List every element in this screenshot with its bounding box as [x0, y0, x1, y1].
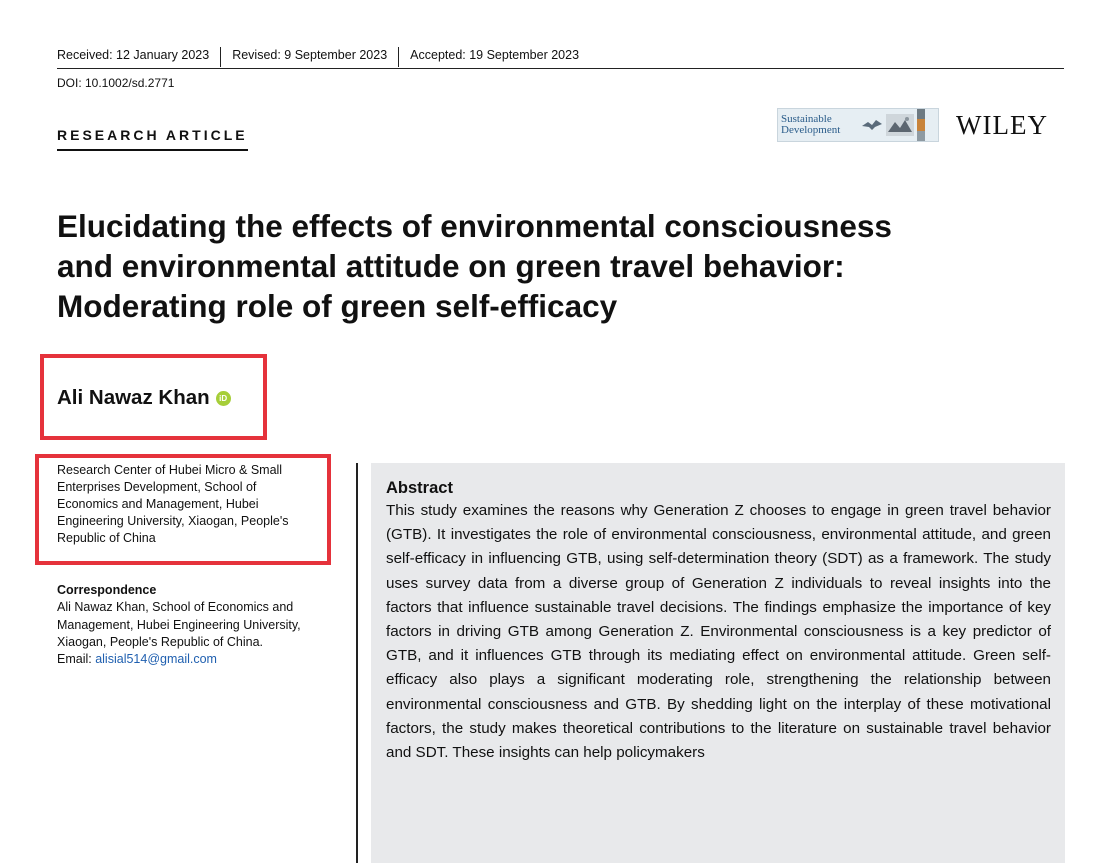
correspondence-text: Ali Nawaz Khan, School of Economics and Management, Hubei Engineering University, Xiaogan, People's Republic of China. — [57, 600, 301, 649]
accepted-date: Accepted: 19 September 2023 — [410, 48, 580, 62]
column-divider — [356, 463, 358, 863]
title-line-1: Elucidating the effects of environmental consciousness — [57, 208, 892, 244]
article-type: RESEARCH ARTICLE — [57, 127, 248, 151]
email-link[interactable]: alisial514@gmail.com — [95, 652, 217, 667]
doi[interactable]: DOI: 10.1002/sd.2771 — [57, 76, 175, 90]
journal-cover-icons — [861, 109, 925, 141]
bird-icon — [861, 118, 883, 132]
title-line-2: and environmental attitude on green travel behavior: — [57, 248, 845, 284]
abstract-text: This study examines the reasons why Generation Z chooses to engage in green travel behavior (GTB). It investigates the role of environmental consciousness, environmental attitude, and green self-efficacy in influencing GTB, using self-determination theory (SDT) as a framework. The study uses survey data from a diverse group of Generation Z individuals to reveal insights into the factors that influence sustainable travel decisions. The findings emphasize the importance of key factors in driving GTB among Generation Z. Environmental consciousness is a key predictor of GTB, and it influences GTB through its mediating effect on environmental attitude. Green self-efficacy also plays a significant moderating role, strengthening the relationship between environmental consciousness and GTB. By shedding light on the interplay of these motivational factors, the study makes theoretical contributions to the literature on sustainable travel behavior and SDT. These insights can help policymakers — [386, 502, 1051, 762]
orcid-icon[interactable]: iD — [216, 391, 231, 406]
journal-name: Sustainable Development — [781, 113, 841, 136]
abstract-heading: Abstract — [386, 479, 453, 497]
author — [57, 386, 231, 410]
correspondence — [57, 582, 342, 668]
correspondence-email-line: Email: alisial514@gmail.com — [57, 652, 217, 667]
article-dates — [57, 47, 1064, 69]
abstract-box — [371, 463, 1065, 863]
paper-title — [57, 206, 1017, 326]
cover-strip-icon — [917, 109, 925, 141]
publisher-logo[interactable]: WILEY — [956, 110, 1048, 140]
revised-date: Revised: 9 September 2023 — [232, 47, 399, 67]
correspondence-heading: Correspondence — [57, 583, 157, 597]
received-date: Received: 12 January 2023 — [57, 47, 221, 67]
title-line-3: Moderating role of green self-efficacy — [57, 288, 618, 324]
landscape-icon — [886, 114, 914, 136]
affiliation: Research Center of Hubei Micro & Small Enterprises Development, School of Economics and Management, Hubei Engineering University, Xiaogan, People's Republic of China — [57, 463, 289, 545]
journal-logo[interactable] — [777, 108, 939, 142]
author-name[interactable]: Ali Nawaz Khan — [57, 386, 210, 409]
